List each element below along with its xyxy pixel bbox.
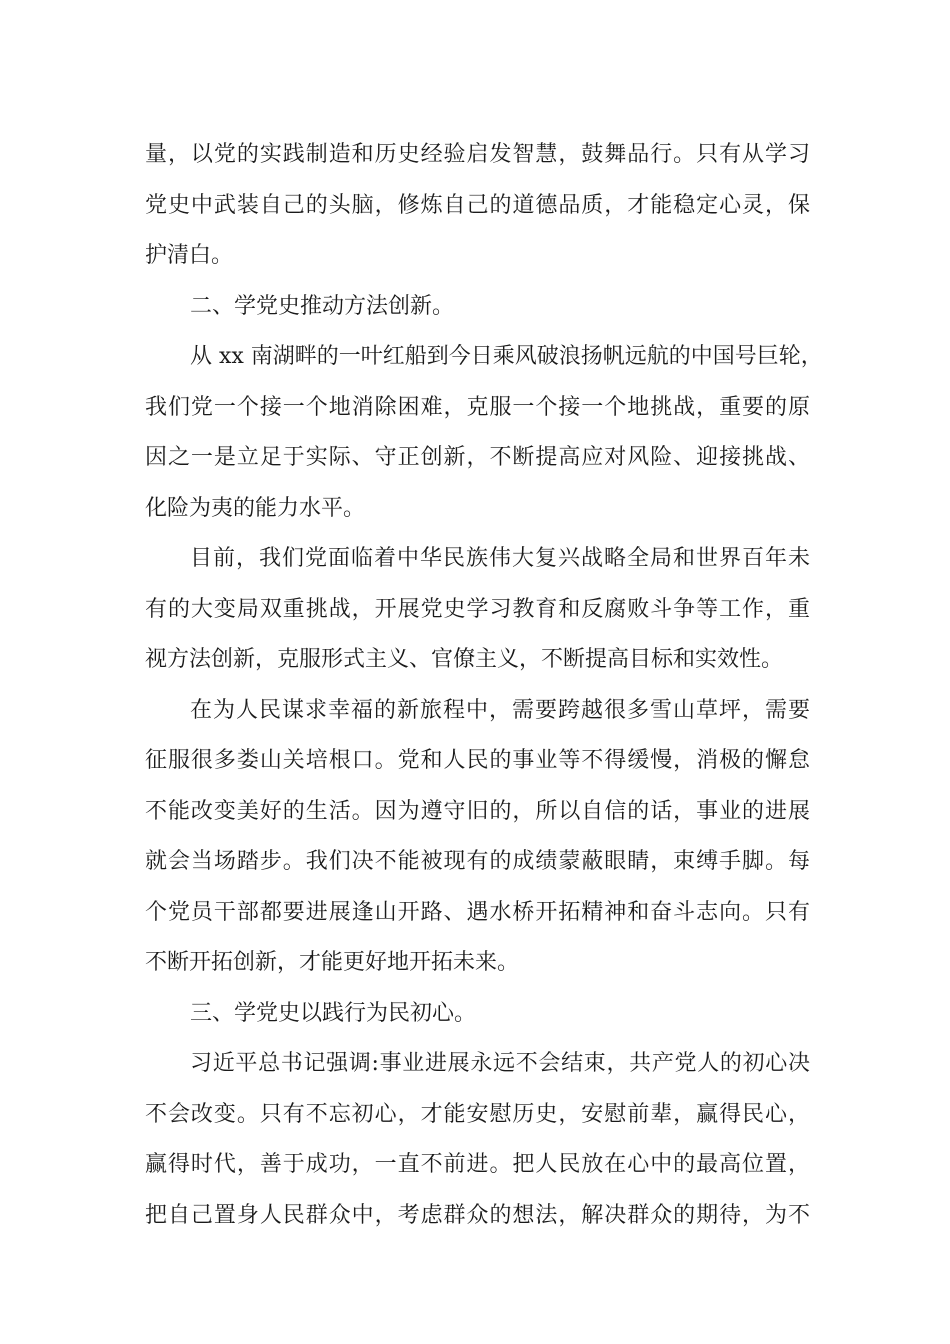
text-line: 习近平总书记强调:事业进展永远不会结束，共产党人的初心决	[190, 1051, 810, 1076]
text-line: 不断开拓创新，才能更好地开拓未来。	[145, 950, 520, 975]
text-line: 量，以党的实践制造和历史经验启发智慧，鼓舞品行。只有从学习	[145, 142, 810, 167]
text-line: 护清白。	[145, 243, 234, 268]
text-line: 有的大变局双重挑战，开展党史学习教育和反腐败斗争等工作，重	[145, 596, 810, 622]
text-line: 三、学党史以践行为民初心。	[190, 1000, 477, 1026]
text-line: 在为人民谋求幸福的新旅程中，需要跨越很多雪山草坪，需要	[190, 697, 810, 723]
document-body	[145, 130, 823, 1241]
text-line: 二、学党史推动方法创新。	[190, 293, 455, 319]
text-line: 就会当场踏步。我们决不能被现有的成绩蒙蔽眼睛，束缚手脚。每	[145, 849, 810, 874]
text-line: 个党员干部都要进展逢山开路、遇水桥开拓精神和奋斗志向。只有	[145, 899, 810, 925]
text-line: 党史中武装自己的头脑，修炼自己的道德品质，才能稳定心灵，保	[145, 192, 810, 218]
text-line: 化险为夷的能力水平。	[145, 495, 366, 521]
text-line: 征服很多娄山关培根口。党和人民的事业等不得缓慢，消极的懈怠	[145, 748, 810, 773]
text-line: 我们党一个接一个地消除困难，克服一个接一个地挑战，重要的原	[145, 394, 810, 420]
text-line: 赢得时代，善于成功，一直不前进。把人民放在心中的最高位置，	[145, 1152, 810, 1177]
text-line: 目前，我们党面临着中华民族伟大复兴战略全局和世界百年未	[190, 546, 810, 571]
text-line: 不会改变。只有不忘初心，才能安慰历史，安慰前辈，赢得民心，	[145, 1101, 810, 1127]
text-line: 从 xx 南湖畔的一叶红船到今日乘风破浪扬帆远航的中国号巨轮，	[190, 344, 823, 369]
text-line: 因之一是立足于实际、守正创新，不断提高应对风险、迎接挑战、	[145, 445, 810, 470]
text-line: 视方法创新，克服形式主义、官僚主义，不断提高目标和实效性。	[145, 647, 784, 672]
text-line: 把自己置身人民群众中，考虑群众的想法，解决群众的期待，为不	[145, 1202, 810, 1228]
text-line: 不能改变美好的生活。因为遵守旧的，所以自信的话，事业的进展	[145, 798, 810, 824]
